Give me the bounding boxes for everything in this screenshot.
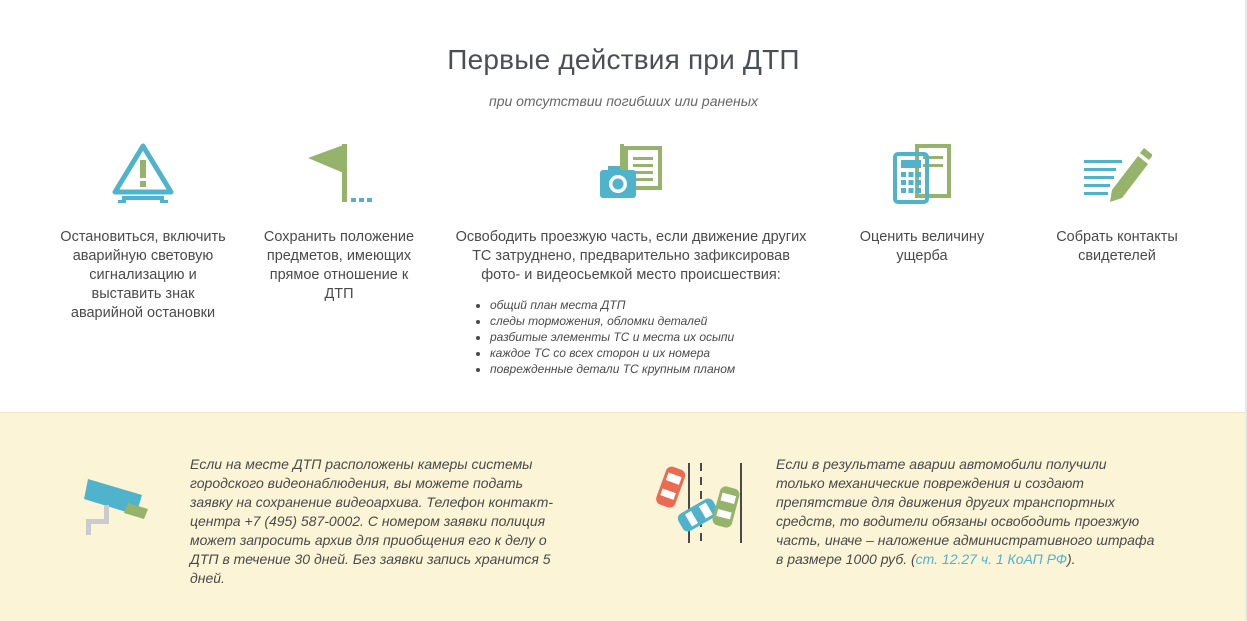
step-4 [846, 140, 998, 266]
camera-info-text: Если на месте ДТП расположены камеры системы городского видеонаблюдения, вы можете подать заявку на сохранение видеоархива. Телефон контакт-центра +7 (495) 587-0002. С номером заявки полиция может запросить архив для приобщения его к делу о ДТП в течение 30 дней. Без заявки запись хранится 5 дней. [190, 456, 554, 586]
warning-triangle-icon [108, 140, 178, 210]
cars-info-text-part: Если в результате аварии автомобили получили только механические повреждения и создают препятствие для движения других транспортных средств, то водители обязаны освободить проезжую часть, иначе – наложение административного штрафа в размере 1000 руб. ( [776, 456, 1155, 567]
step-5 [1040, 140, 1194, 266]
list-item: • общий план места ДТП [490, 297, 810, 313]
step-3-text: Освободить проезжую часть, если движение других ТС затруднено, предварительно зафиксировав фото- и видеосьемкой место происшествия: [455, 229, 807, 283]
step-2-text: Сохранить положение предметов, имеющих прямое отношение к ДТП [263, 229, 415, 302]
step-3-bullets [452, 297, 810, 377]
info-panel [0, 412, 1247, 621]
surveillance-camera-icon [82, 469, 156, 544]
cars-info-text-end: ). [1066, 551, 1076, 567]
step-5-text: Собрать контакты свидетелей [1056, 229, 1178, 264]
calculator-icon [887, 140, 957, 210]
list-item: • поврежденные детали ТС крупным планом [490, 361, 810, 377]
step-1-text: Остановиться, включить аварийную световую сигнализацию и выставить знак аварийной остановки [60, 229, 226, 321]
page-subtitle: при отсутствии погибших или раненых [488, 93, 758, 109]
list-item: • каждое ТС со всех сторон и их номера [490, 345, 810, 361]
cars-info-text [776, 455, 1156, 569]
list-item: • следы торможения, обломки деталей [490, 313, 810, 329]
flag-icon [304, 140, 374, 210]
page-title: Первые действия при ДТП [447, 44, 800, 75]
camera-document-icon [596, 140, 666, 210]
pencil-list-icon [1082, 140, 1152, 210]
step-2 [262, 140, 416, 304]
koap-link[interactable]: ст. 12.27 ч. 1 КоАП РФ [915, 551, 1067, 567]
step-4-text: Оценить величину ущерба [859, 229, 985, 264]
cars-collision-icon [652, 461, 752, 550]
step-3 [452, 140, 810, 377]
step-1 [60, 140, 226, 323]
list-item: • разбитые элементы ТС и места их осыпи [490, 329, 810, 345]
